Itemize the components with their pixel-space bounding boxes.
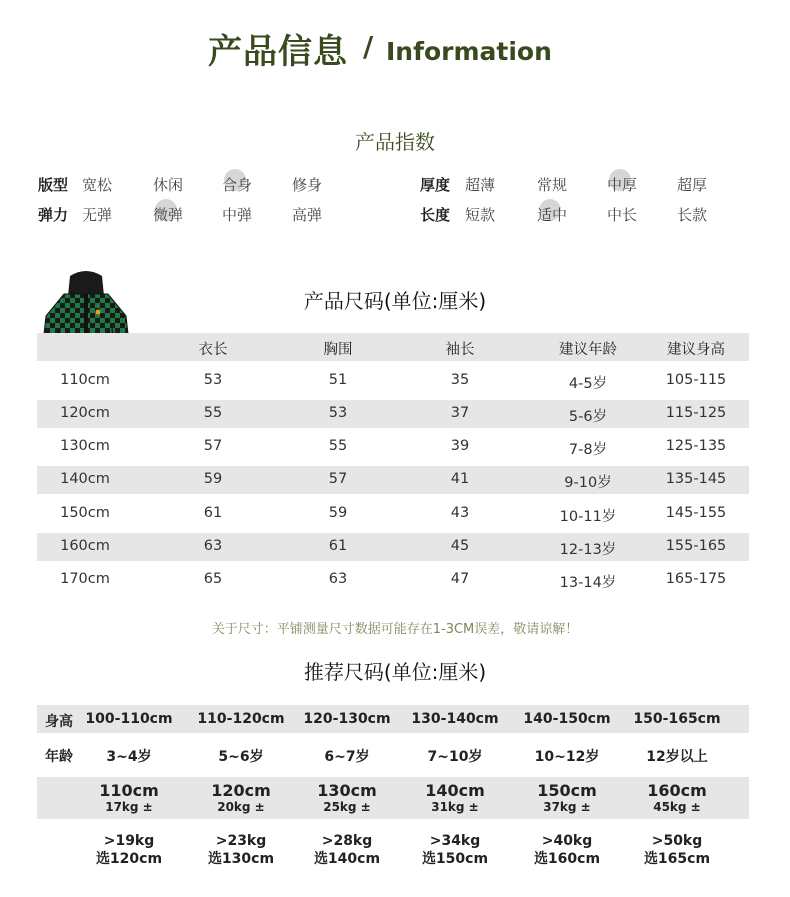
table-cell: 4-5岁 xyxy=(568,376,608,392)
index-label: 弹力 xyxy=(38,206,69,224)
index-option: 宽松 xyxy=(82,176,113,194)
height-label: 身高 xyxy=(45,714,73,730)
index-label: 厚度 xyxy=(420,176,451,194)
table-cell: 165-175 xyxy=(665,571,727,587)
upsize-pick: 选140cm xyxy=(313,851,381,867)
table-cell: 110cm xyxy=(60,372,110,388)
size-value: 110cm xyxy=(99,781,159,800)
upsize-weight: >28kg xyxy=(321,833,373,849)
table-cell: 53 xyxy=(203,372,223,388)
index-option: 无弹 xyxy=(82,206,113,224)
index-option: 短款 xyxy=(465,206,496,224)
weight-value: 45kg ± xyxy=(653,800,701,814)
age-cell: 10~12岁 xyxy=(534,749,600,765)
table-cell: 63 xyxy=(203,538,223,554)
weight-value: 17kg ± xyxy=(105,800,153,814)
table-cell: 53 xyxy=(328,405,348,421)
page-title-en: Information xyxy=(386,37,552,66)
recommend-title: 推荐尺码(单位:厘米) xyxy=(303,660,487,684)
table-cell: 61 xyxy=(328,538,348,554)
height-cell: 110-120cm xyxy=(197,711,285,727)
table-cell: 5-6岁 xyxy=(568,409,608,425)
age-cell: 5~6岁 xyxy=(218,749,264,765)
size-table-title: 产品尺码(单位:厘米) xyxy=(303,289,487,313)
index-title: 产品指数 xyxy=(355,130,435,154)
upsize-pick: 选130cm xyxy=(207,851,275,867)
table-cell: 55 xyxy=(203,405,223,421)
index-option: 高弹 xyxy=(292,206,323,224)
table-header: 衣长 xyxy=(198,342,228,358)
upsize-weight: >50kg xyxy=(651,833,703,849)
upsize-pick: 选150cm xyxy=(421,851,489,867)
weight-value: 31kg ± xyxy=(431,800,479,814)
height-cell: 140-150cm xyxy=(523,711,611,727)
upsize-pick: 选165cm xyxy=(643,851,711,867)
upsize-weight: >34kg xyxy=(429,833,481,849)
table-cell: 170cm xyxy=(60,571,110,587)
table-header: 胸围 xyxy=(323,342,353,358)
index-option: 适中 xyxy=(537,206,568,224)
upsize-pick: 选120cm xyxy=(95,851,163,867)
age-cell: 3~4岁 xyxy=(106,749,152,765)
table-cell: 51 xyxy=(328,372,348,388)
age-cell: 6~7岁 xyxy=(324,749,370,765)
index-option: 中厚 xyxy=(607,176,638,194)
table-cell: 120cm xyxy=(60,405,110,421)
table-cell: 39 xyxy=(450,438,470,454)
table-cell: 125-135 xyxy=(665,438,727,454)
weight-value: 25kg ± xyxy=(323,800,371,814)
size-value: 120cm xyxy=(211,781,271,800)
table-cell: 115-125 xyxy=(665,405,727,421)
size-value: 160cm xyxy=(647,781,707,800)
table-cell: 145-155 xyxy=(665,505,727,521)
table-cell: 135-145 xyxy=(665,471,727,487)
size-value: 130cm xyxy=(317,781,377,800)
height-cell: 100-110cm xyxy=(85,711,173,727)
table-cell: 105-115 xyxy=(665,372,727,388)
upsize-pick: 选160cm xyxy=(533,851,601,867)
table-cell: 12-13岁 xyxy=(559,542,617,558)
table-cell: 57 xyxy=(203,438,223,454)
table-header: 建议身高 xyxy=(667,342,725,358)
table-cell: 43 xyxy=(450,505,470,521)
table-cell: 55 xyxy=(328,438,348,454)
age-cell: 12岁以上 xyxy=(646,749,708,765)
table-cell: 63 xyxy=(328,571,348,587)
index-option: 常规 xyxy=(537,176,568,194)
table-cell: 130cm xyxy=(60,438,110,454)
upsize-weight: >23kg xyxy=(215,833,267,849)
table-cell: 35 xyxy=(450,372,470,388)
table-cell: 65 xyxy=(203,571,223,587)
weight-value: 37kg ± xyxy=(543,800,591,814)
index-option: 微弹 xyxy=(153,206,184,224)
size-note: 关于尺寸：平铺测量尺寸数据可能存在1-3CM误差，敬请谅解！ xyxy=(211,622,579,637)
height-cell: 120-130cm xyxy=(303,711,391,727)
index-option: 中长 xyxy=(607,206,638,224)
index-option: 休闲 xyxy=(153,176,184,194)
weight-value: 20kg ± xyxy=(217,800,265,814)
table-cell: 160cm xyxy=(60,538,110,554)
index-label: 长度 xyxy=(420,206,451,224)
upsize-weight: >19kg xyxy=(103,833,155,849)
age-label: 年龄 xyxy=(45,749,73,765)
table-cell: 41 xyxy=(450,471,470,487)
index-option: 长款 xyxy=(677,206,708,224)
table-cell: 37 xyxy=(450,405,470,421)
table-header: 建议年龄 xyxy=(559,342,617,358)
upsize-weight: >40kg xyxy=(541,833,593,849)
table-header: 袖长 xyxy=(445,342,475,358)
table-cell: 10-11岁 xyxy=(559,509,617,525)
age-cell: 7~10岁 xyxy=(427,749,483,765)
size-value: 150cm xyxy=(537,781,597,800)
table-cell: 47 xyxy=(450,571,470,587)
index-option: 合身 xyxy=(222,176,253,194)
table-cell: 150cm xyxy=(60,505,110,521)
table-cell: 61 xyxy=(203,505,223,521)
index-option: 中弹 xyxy=(222,206,253,224)
table-cell: 155-165 xyxy=(665,538,727,554)
size-value: 140cm xyxy=(425,781,485,800)
height-cell: 150-165cm xyxy=(633,711,721,727)
table-cell: 57 xyxy=(328,471,348,487)
index-option: 超厚 xyxy=(677,176,708,194)
height-cell: 130-140cm xyxy=(411,711,499,727)
index-option: 修身 xyxy=(292,176,323,194)
index-option: 超薄 xyxy=(465,176,496,194)
table-cell: 140cm xyxy=(60,471,110,487)
table-cell: 9-10岁 xyxy=(564,475,612,491)
table-cell: 45 xyxy=(450,538,470,554)
title-slash: / xyxy=(363,30,374,63)
table-cell: 13-14岁 xyxy=(559,575,617,591)
table-cell: 7-8岁 xyxy=(568,442,608,458)
page-title-cn: 产品信息 xyxy=(208,32,348,72)
index-label: 版型 xyxy=(38,176,69,194)
table-cell: 59 xyxy=(203,471,223,487)
table-cell: 59 xyxy=(328,505,348,521)
